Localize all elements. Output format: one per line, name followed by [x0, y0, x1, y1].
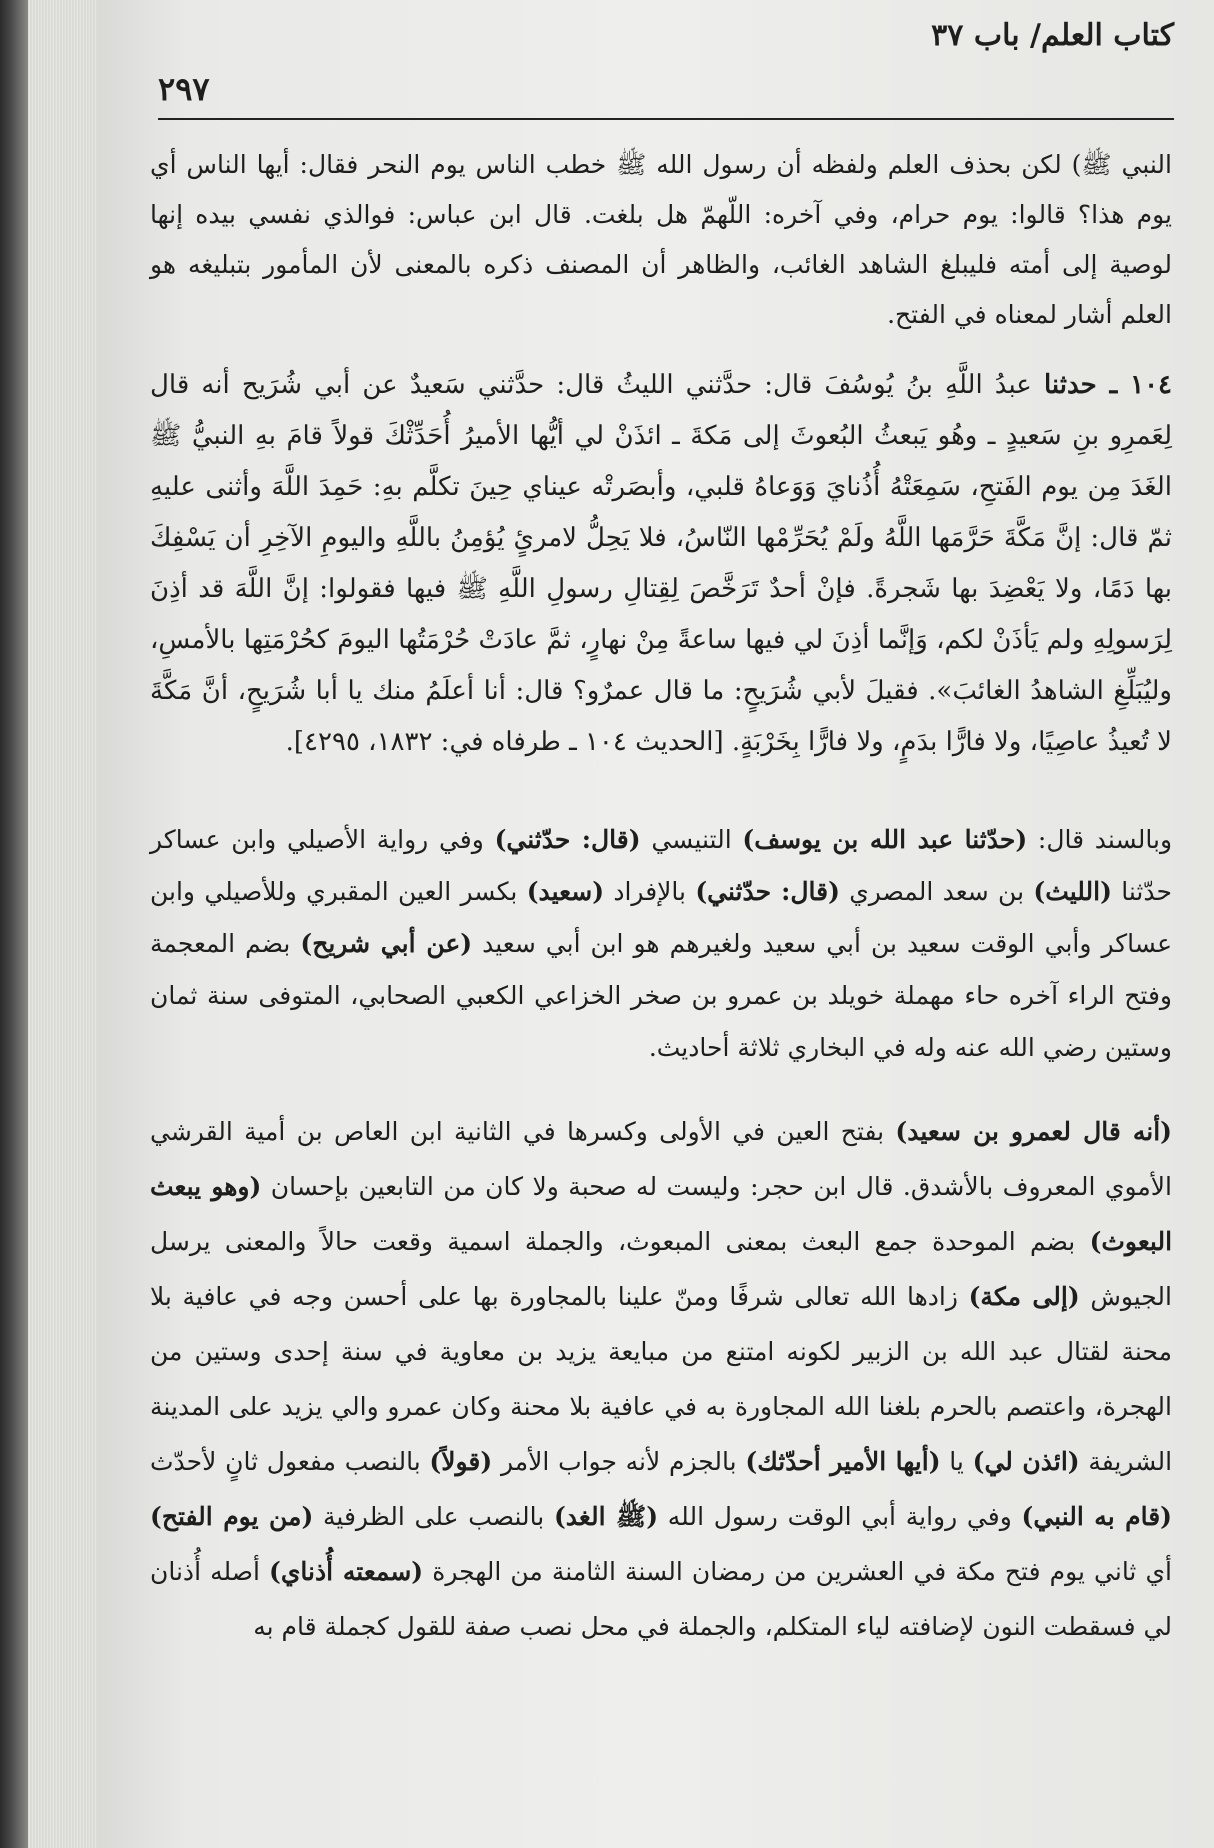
- quoted-phrase: (وهو يبعث البعوث): [150, 1172, 1173, 1256]
- commentary-text: بالنصب مفعول ثانٍ لأحدّث: [150, 1447, 421, 1476]
- hadith-text: عبدُ اللَّهِ بنُ يُوسُفَ قال: حدَّثني الليثُ قال: حدَّثني سَعيدٌ عن أبي شُرَيح أنه قال لِعَمرِو بنِ سَعيدٍ ـ وهُو يَبعثُ البُعوثَ إلى مَكةَ ـ ائذَنْ لي أيُّها الأميرُ أُحَدِّثْكَ قولاً قامَ بهِ النبيُّ ﷺ الغَدَ مِن يوم الفَتحِ، سَمِعَتْهُ أُذُنايَ وَوَعاهُ قلبي، وأبصَرتْه عيناي حِينَ تكلَّم بهِ: حَمِدَ اللَّهَ وأثنى عليهِ ثمّ قال: إنَّ مَكَّةَ حَرَّمَها اللَّهُ ولَمْ يُحَرِّمْها النّاسُ، فلا يَحِلُّ لامرئٍ يُؤمِنُ باللَّهِ واليومِ الآخِرِ أن يَسْفِكَ بها دَمًا، ولا يَعْضِدَ بها شَجرةً. فإنْ أحدٌ تَرَخَّصَ لِقِتالِ رسولِ اللَّهِ ﷺ فيها فقولوا: إنَّ اللَّهَ قد أذِنَ لِرَسولِهِ ولم يَأذَنْ لكم، وَإنَّما أذِنَ لي فيها ساعةً مِنْ نهارٍ، ثمَّ عادَتْ حُرْمَتُها اليومَ كحُرْمَتِها بالأمسِ، وليُبَلِّغِ الشاهدُ الغائبَ». فقيلَ لأبي شُرَيحٍ: ما قال عمرٌو؟ قال: أنا أعلَمُ منك يا أبا شُرَيحٍ، أنَّ مَكَّةَ لا تُعيذُ عاصِيًا، ولا فارًّا بدَمٍ، ولا فارًّا بِخَرْبَةٍ. [الحديث ١٠٤ ـ طرفاه في: ١٨٣٢، ٤٢٩٥].: [150, 370, 1172, 757]
- commentary-text: وبالسند قال:: [1037, 825, 1173, 854]
- hadith-104: [150, 360, 1172, 768]
- commentary-text: زادها الله تعالى شرفًا ومنّ علينا بالمجاورة بها على أحسن وجه في عافية بلا محنة لقتال عبد الله بن الزبير لكونه امتنع من مبايعة يزيد بن معاوية في سنة إحدى وستين من الهجرة، واعتصم بالحرم بلغنا الله المجاورة به في عافية بلا محنة وكان عمرو والي يزيد على المدينة الشريفة: [150, 1282, 1173, 1476]
- commentary-text: أصله أُذنان لي فسقطت النون لإضافته لياء المتكلم، والجملة في محل نصب صفة للقول كجملة قام به: [150, 1557, 1172, 1641]
- quoted-phrase: (قال: حدّثني): [494, 825, 641, 854]
- commentary-text: يا: [949, 1447, 964, 1476]
- commentary-text: بالجزم لأنه جواب الأمر: [500, 1447, 737, 1476]
- commentary-text: بن سعد المصري: [849, 877, 1025, 906]
- page-stack-edges: [28, 0, 98, 1848]
- hadith-number-lead: ١٠٤ ـ حدثنا: [1043, 370, 1173, 400]
- page-body: [150, 140, 1172, 1654]
- commentary-isnad: [150, 814, 1172, 1074]
- header-rule: [158, 118, 1174, 120]
- commentary-text: بكسر العين المقبري وللأصيلي وابن عساكر وأبي الوقت سعيد بن أبي سعيد ولغيرهم هو ابن أبي سعيد: [150, 877, 1172, 958]
- quoted-phrase: (سمعته أُذناي): [269, 1557, 424, 1586]
- page-number: ٢٩٧: [158, 70, 210, 108]
- quoted-phrase: (قام به النبي): [1021, 1502, 1173, 1531]
- book-chapter-title: كتاب العلم/ باب ٣٧: [931, 18, 1174, 53]
- quoted-phrase: (ﷺ الغد): [553, 1502, 659, 1531]
- commentary-text: التنيسي: [651, 825, 732, 854]
- commentary-text: وفي رواية الأصيلي وابن عساكر حدّثنا: [150, 825, 1172, 906]
- quoted-phrase: (قولاً): [429, 1447, 493, 1476]
- commentary-text: بالنصب على الظرفية: [323, 1502, 545, 1531]
- quoted-phrase: (أيها الأمير أحدّثك): [745, 1447, 941, 1476]
- commentary-text: بالإفراد: [613, 877, 686, 906]
- quoted-phrase: (ائذن لي): [972, 1447, 1080, 1476]
- commentary-text: وفي رواية أبي الوقت رسول الله: [667, 1502, 1012, 1531]
- quoted-phrase: (قال: حدّثني): [695, 877, 840, 906]
- paragraph-intro: النبي ﷺ) لكن بحذف العلم ولفظه أن رسول الله ﷺ خطب الناس يوم النحر فقال: أيها الناس أي يوم هذا؟ قالوا: يوم حرام، وفي آخره: اللّهمّ هل بلغت. قال ابن عباس: فوالذي نفسي بيده إنها لوصية إلى أمته فليبلغ الشاهد الغائب، والظاهر أن المصنف ذكره بالمعنى لأن المأمور بتبليغه هو العلم أشار لمعناه في الفتح.: [150, 150, 1172, 329]
- commentary-text: بضم الموحدة جمع البعث بمعنى المبعوث، والجملة اسمية وقعت حالاً والمعنى يرسل الجيوش: [150, 1227, 1172, 1311]
- quoted-phrase: (سعيد): [526, 877, 605, 906]
- quoted-phrase: (إلى مكة): [968, 1282, 1080, 1311]
- quoted-phrase: (حدّثنا عبد الله بن يوسف): [742, 825, 1028, 854]
- quoted-phrase: (عن أبي شريح): [300, 929, 473, 958]
- quoted-phrase: (الليث): [1033, 877, 1112, 906]
- book-page: [98, 0, 1214, 1848]
- commentary-text: بضم المعجمة وفتح الراء آخره حاء مهملة خويلد بن عمرو بن صخر الخزاعي الكعبي الصحابي، المتوفى سنة ثمان وستين رضي الله عنه وله في البخاري ثلاثة أحاديث.: [150, 929, 1172, 1062]
- commentary-text: بفتح العين في الأولى وكسرها في الثانية ابن العاص بن أمية القرشي الأموي المعروف بالأشدق. قال ابن حجر: وليست له صحبة ولا كان من التابعين بإحسان: [150, 1117, 1172, 1201]
- quoted-phrase: (أنه قال لعمرو بن سعيد): [895, 1117, 1173, 1146]
- book-spine-edge: [0, 0, 28, 1848]
- running-head: [158, 18, 1174, 128]
- quoted-phrase: (من يوم الفتح): [150, 1502, 314, 1531]
- commentary-matn: [150, 1104, 1172, 1654]
- commentary-text: أي ثاني يوم فتح مكة في العشرين من رمضان السنة الثامنة من الهجرة: [432, 1557, 1172, 1586]
